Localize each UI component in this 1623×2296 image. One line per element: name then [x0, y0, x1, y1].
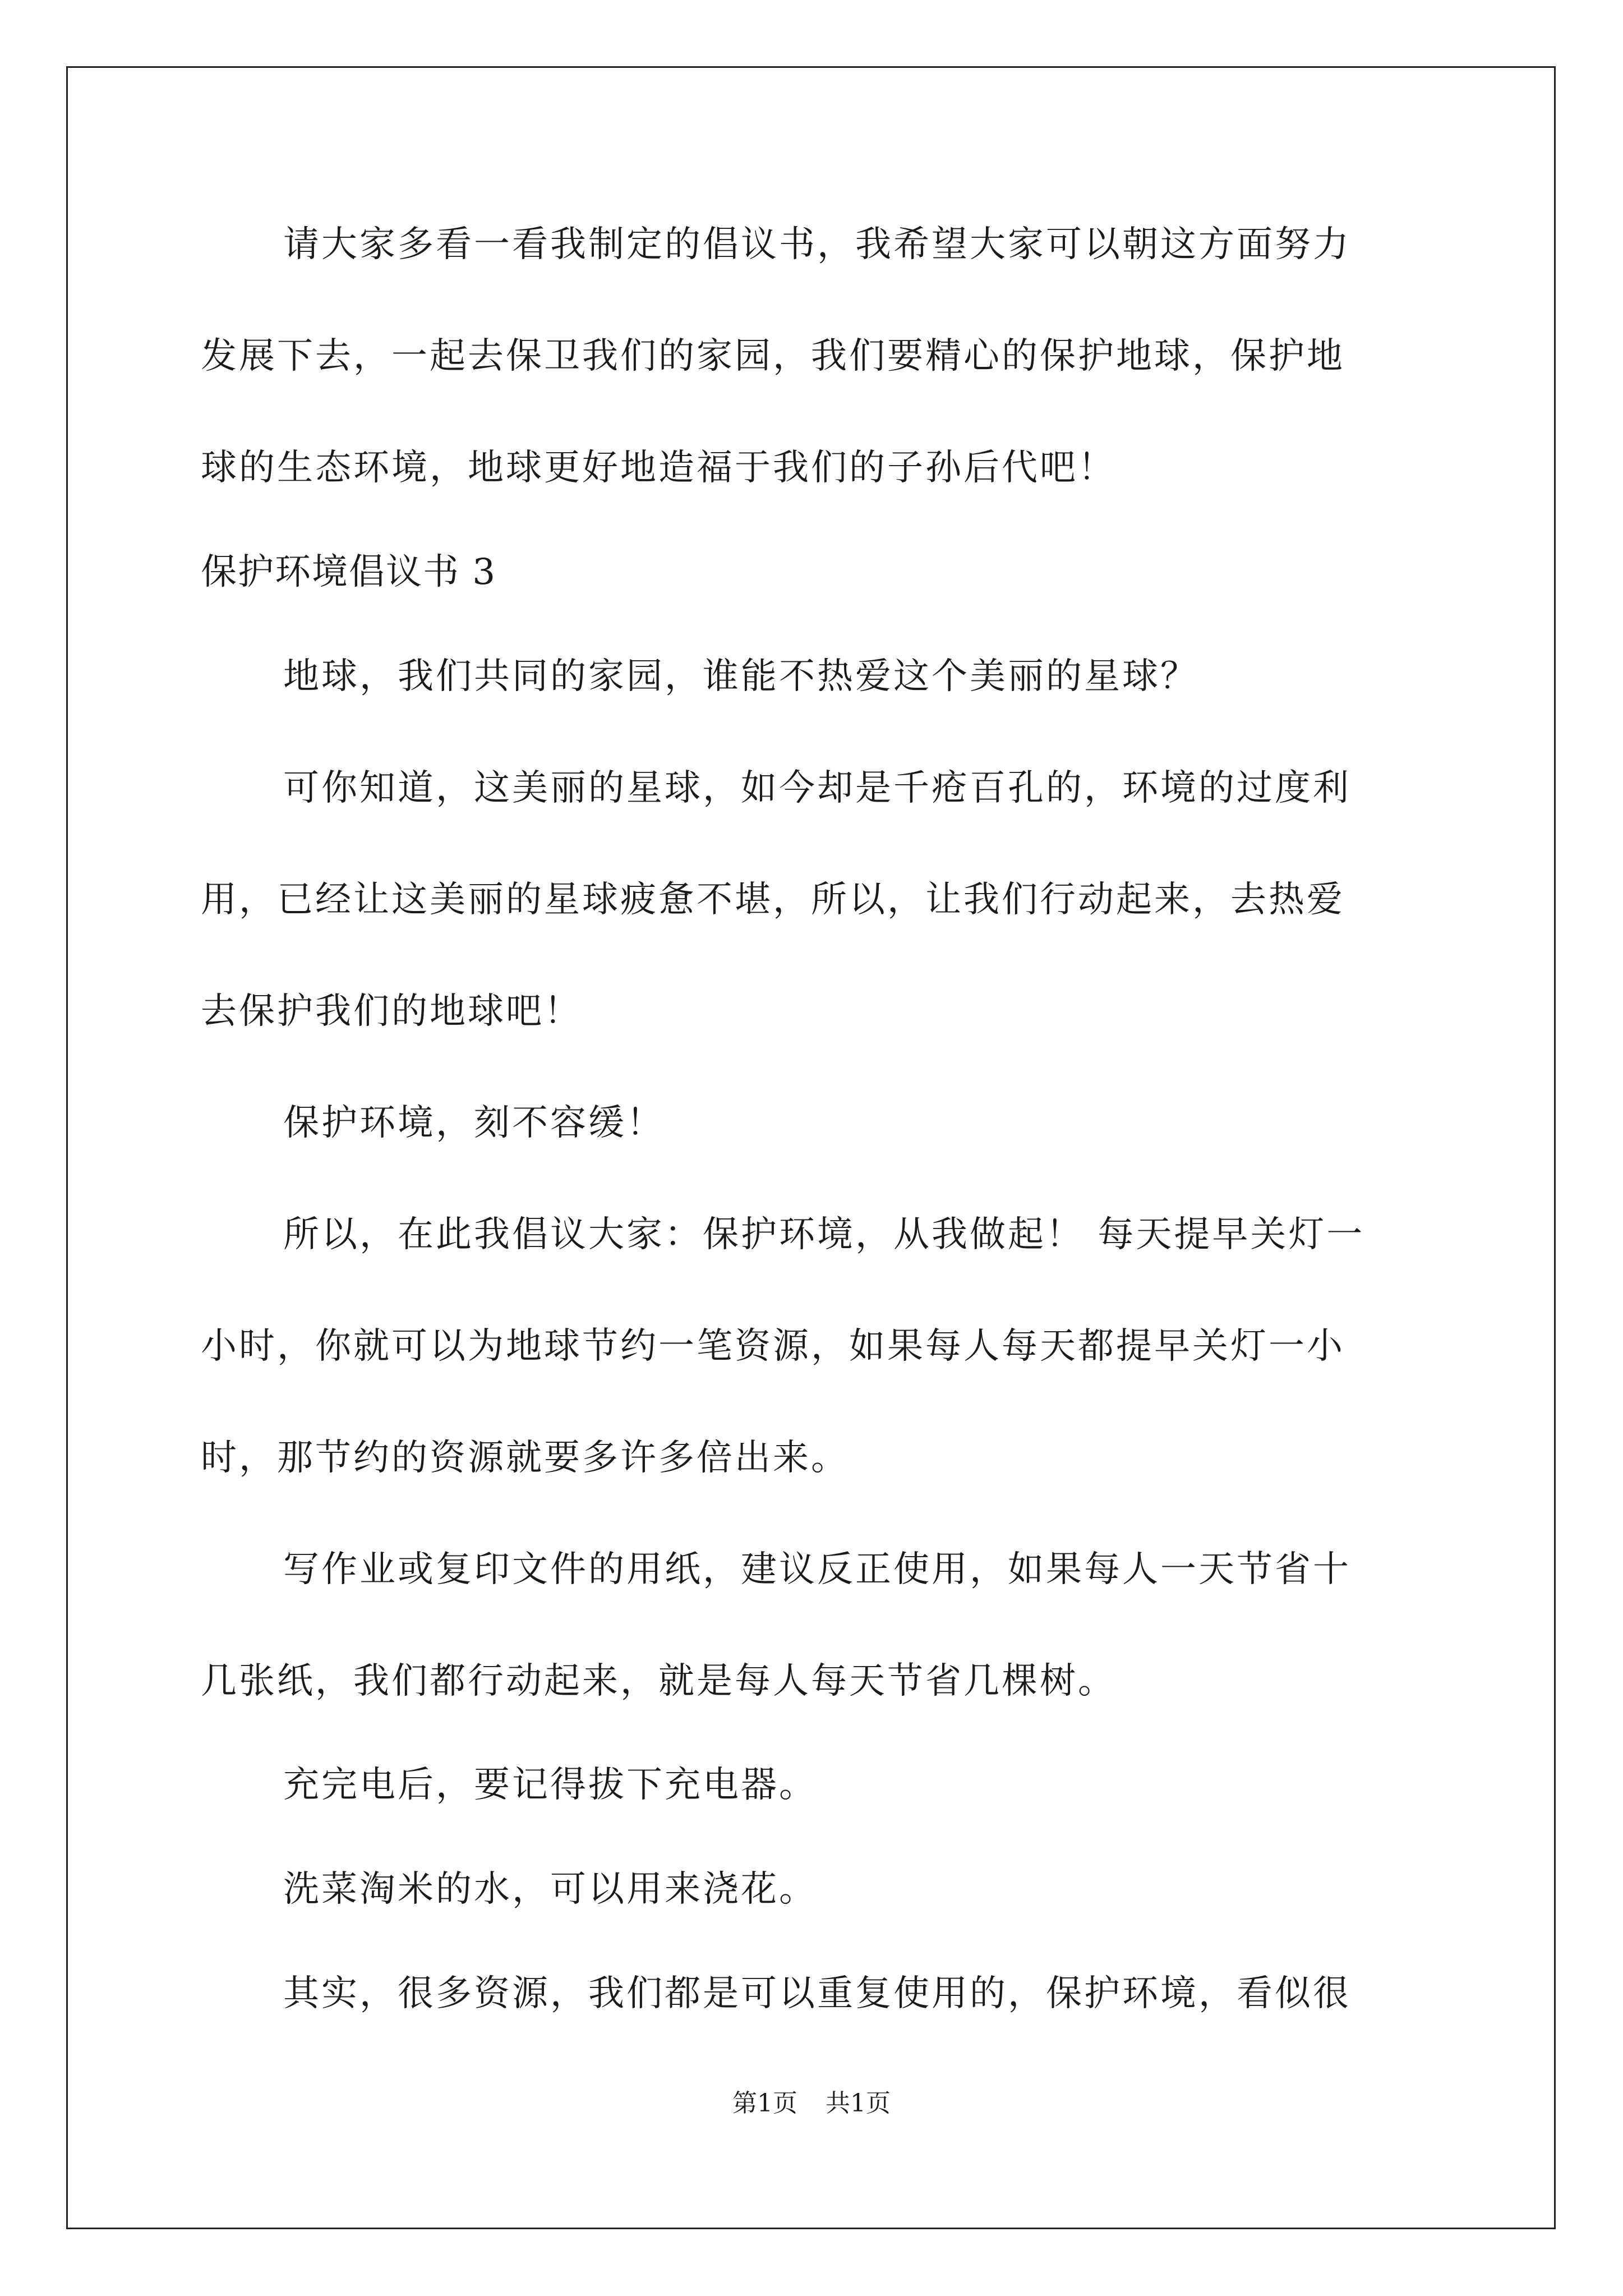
section-heading: 保护环境倡议书 3 — [201, 551, 497, 593]
page-number-current: 第1页 — [732, 2089, 797, 2118]
paragraph-line: 充完电后，要记得拔下充电器。 — [283, 1764, 817, 1806]
paragraph-line: 保护环境，刻不容缓！ — [283, 1102, 665, 1144]
page-footer — [0, 2088, 1623, 2119]
paragraph-line: 时，那节约的资源就要多许多倍出来。 — [201, 1437, 849, 1479]
paragraph-line: 其实，很多资源，我们都是可以重复使用的，保护环境，看似很 — [283, 1973, 1351, 2014]
paragraph-line: 几张纸，我们都行动起来，就是每人每天节省几棵树。 — [201, 1660, 1116, 1702]
paragraph-line: 洗菜淘米的水，可以用来浇花。 — [283, 1869, 817, 1910]
paragraph-line: 可你知道，这美丽的星球，如今却是千疮百孔的，环境的过度利 — [283, 767, 1351, 809]
paragraph-line: 所以，在此我倡议大家：保护环境，从我做起！ 每天提早关灯一 — [283, 1214, 1365, 1255]
paragraph-line: 发展下去，一起去保卫我们的家园，我们要精心的保护地球，保护地 — [201, 335, 1345, 377]
paragraph-line: 地球，我们共同的家园，谁能不热爱这个美丽的星球？ — [283, 656, 1198, 697]
paragraph-line: 写作业或复印文件的用纸，建议反正使用，如果每人一天节省十 — [283, 1549, 1351, 1590]
paragraph-line: 球的生态环境，地球更好地造福于我们的子孙后代吧！ — [201, 447, 1116, 489]
paragraph-line: 小时，你就可以为地球节约一笔资源，如果每人每天都提早关灯一小 — [201, 1326, 1345, 1367]
paragraph-line: 请大家多看一看我制定的倡议书，我希望大家可以朝这方面努力 — [283, 224, 1351, 265]
paragraph-line: 用，已经让这美丽的星球疲惫不堪，所以，让我们行动起来，去热爱 — [201, 879, 1345, 921]
page-number-total: 共1页 — [826, 2089, 891, 2118]
paragraph-line: 去保护我们的地球吧！ — [201, 991, 582, 1032]
